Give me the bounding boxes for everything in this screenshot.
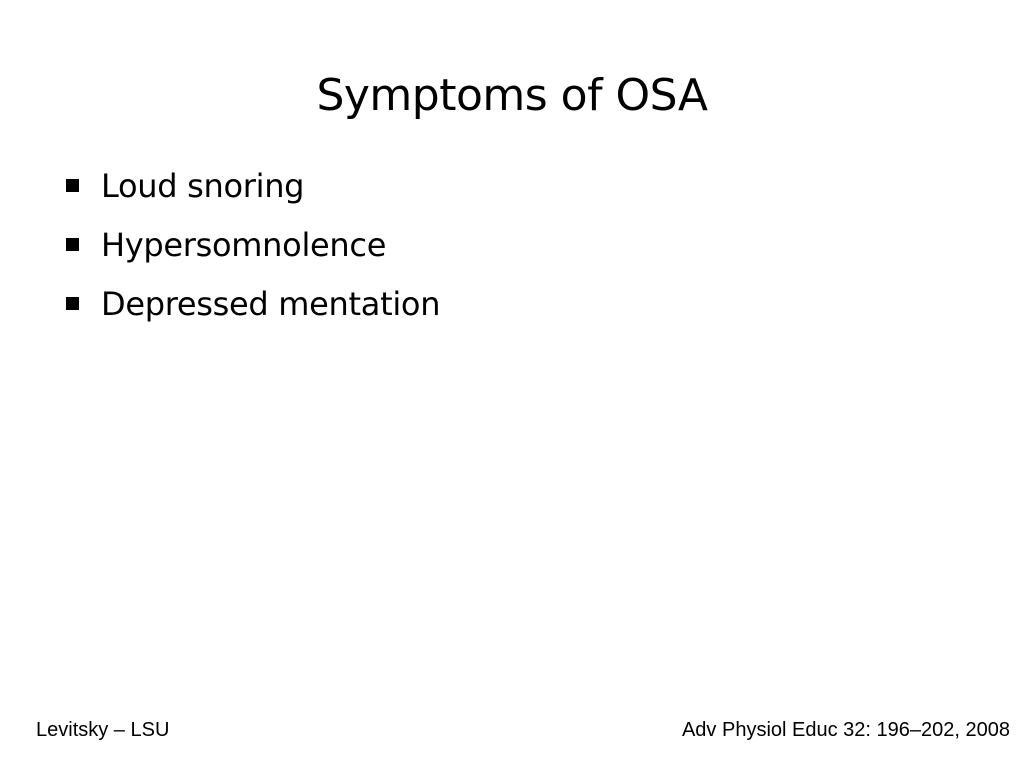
square-bullet-icon [66,238,79,251]
footer-author: Levitsky – LSU [36,719,170,741]
bullet-item [64,156,440,215]
slide-title: Symptoms of OSA [316,70,708,121]
footer-citation: Adv Physiol Educ 32: 196–202, 2008 [681,719,1010,741]
bullet-text: Depressed mentation [101,284,441,323]
bullet-text: Loud snoring [101,166,305,205]
bullet-item [64,274,440,333]
square-bullet-icon [66,297,79,310]
bullet-item [64,215,440,274]
bullet-list [64,156,440,333]
bullet-text: Hypersomnolence [101,225,387,264]
square-bullet-icon [66,179,79,192]
